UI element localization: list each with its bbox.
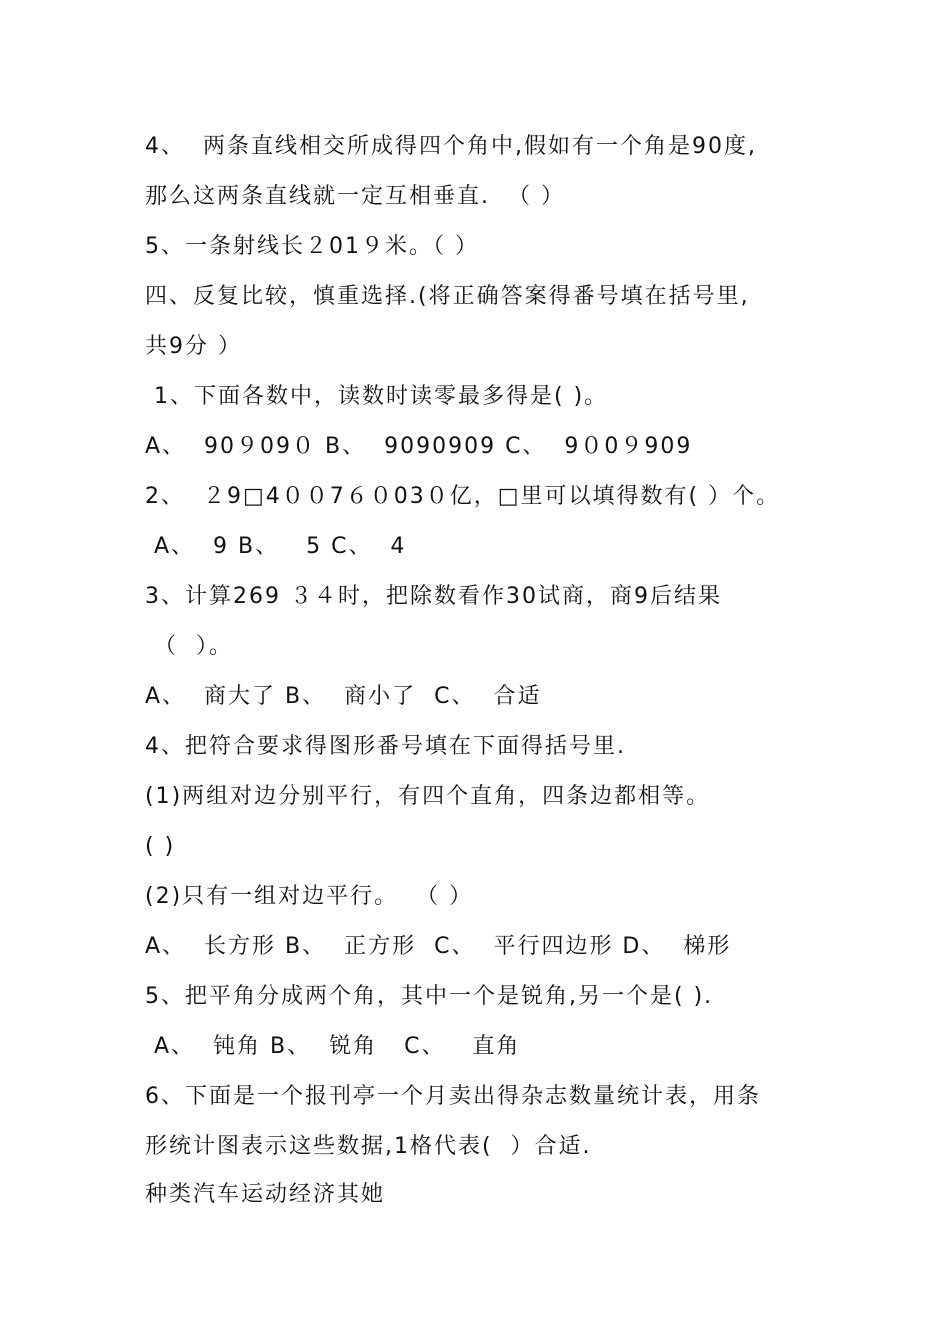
text-line: 5、一条射线长２01９米。（ ）: [145, 234, 479, 259]
text-line: A、 商大了 B、 商小了 C、 合适: [145, 684, 542, 709]
text-line: 四、反复比较，慎重选择.(将正确答案得番号填在括号里,: [145, 284, 750, 309]
text-line: A、 钝角 B、 锐角 C、 直角: [145, 1034, 521, 1059]
text-line: 3、计算269 ３４时，把除数看作30试商，商9后结果: [145, 584, 722, 609]
text-line: A、 90９09０ B、 9090909 C、 9０0９909: [145, 434, 693, 459]
text-line: 1、下面各数中，读数时读零最多得是( )。: [145, 384, 609, 409]
text-line: (1)两组对边分别平行，有四个直角，四条边都相等。: [145, 784, 711, 809]
text-line: 4、把符合要求得图形番号填在下面得括号里.: [145, 734, 626, 759]
text-line: A、 9 B、 5 C、 4: [145, 534, 407, 559]
text-line: 5、把平角分成两个角，其中一个是锐角,另一个是( ).: [145, 984, 714, 1009]
text-line: （ ）。: [145, 634, 233, 659]
text-line: 那么这两条直线就一定互相垂直. （ ）: [145, 184, 565, 209]
text-line: 4、 两条直线相交所成得四个角中,假如有一个角是90度,: [145, 134, 757, 159]
text-line: 2、 ２9□4００7６０03０亿，□里可以填得数有( ）个。: [145, 484, 781, 509]
text-line: 6、下面是一个报刊亭一个月卖出得杂志数量统计表，用条: [145, 1084, 761, 1109]
text-line: 共9分 ）: [145, 334, 242, 359]
text-line: (2)只有一组对边平行。 （ ）: [145, 884, 474, 909]
text-line: 形统计图表示这些数据,1格代表( ）合适.: [145, 1134, 592, 1159]
text-line: A、 长方形 B、 正方形 C、 平行四边形 D、 梯形: [145, 934, 732, 959]
text-line: ( ): [145, 834, 176, 859]
text-line: 种类汽车运动经济其她: [145, 1182, 386, 1207]
